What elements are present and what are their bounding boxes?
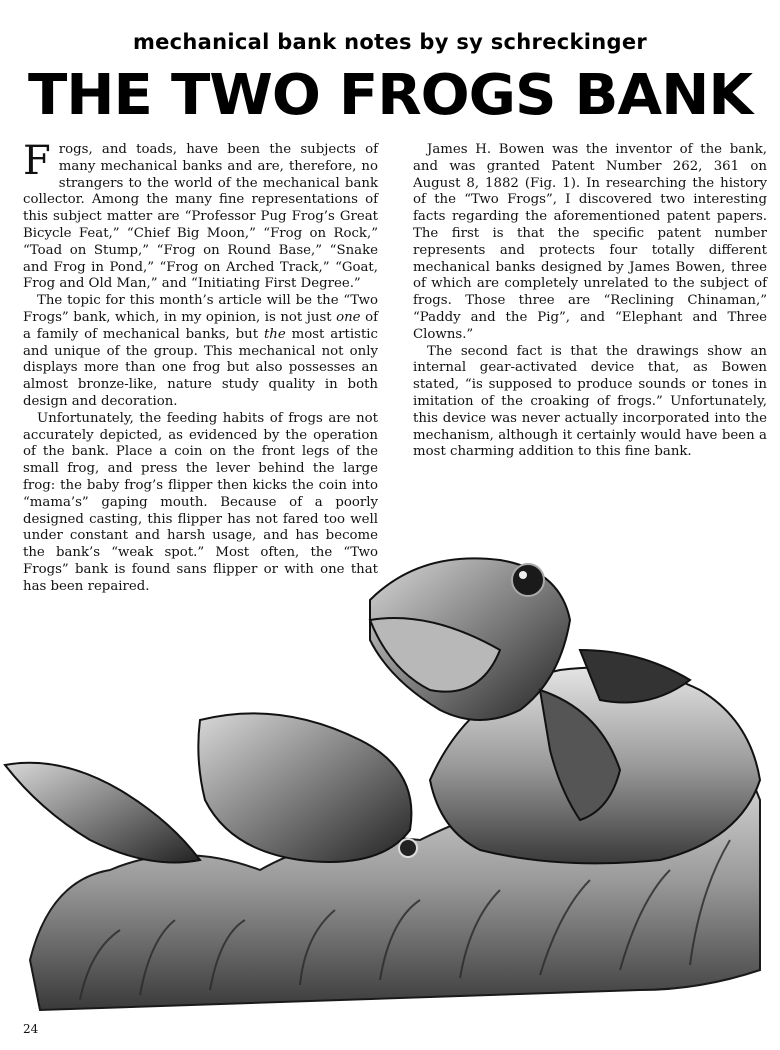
article-paragraph xyxy=(23,293,378,411)
article-left-column xyxy=(23,138,378,596)
small-frog-shape xyxy=(198,713,411,862)
section-kicker: mechanical bank notes by sy schreckinger xyxy=(132,30,648,54)
two-frogs-bank-photo xyxy=(0,540,780,1020)
article-paragraph xyxy=(23,138,378,293)
article-title: THE TWO FROGS BANK xyxy=(27,63,753,128)
leaf-shape xyxy=(5,763,200,863)
paragraph-text: rogs, and toads, have been the subjects of many mechanical banks and are, therefore, no strangers to the world of the mechanical bank collector. Among the many fine representations of this subject matter are “Professor Pug Frog’s Great Bicycle Feat,” “Chief Big Moon,” “Frog on Rock,” “Toad on Stump,” “Frog on Round Base,” “Snake and Frog in Pond,” “Frog on Arched Track,” “Goat, Frog and Old Man,” and “Initiating First Degree.” xyxy=(23,142,378,292)
article-right-column xyxy=(413,142,767,461)
page-number: 24 xyxy=(23,1022,39,1036)
emphasis-text: one xyxy=(336,309,361,325)
drop-cap: F xyxy=(23,138,51,184)
article-paragraph: James H. Bowen was the inventor of the bank, and was granted Patent Number 262, 361 on August 8, 1882 (Fig. 1). In researching the history of the “Two Frogs”, I discovered two interesting facts regarding the aforementioned patent papers. The first is that the specific patent number represents and protects four totally different mechanical banks designed by James Bowen, three of which are completely unrelated to the subject of frogs. Those three are “Reclining Chinaman,” “Paddy and the Pig”, and “Elephant and Three Clowns.” xyxy=(413,142,767,342)
article-paragraph: Unfortunately, the feeding habits of frogs are not accurately depicted, as evidenced by the operation of the bank. Place a coin on the front legs of the small frog, and press the lever behind the large frog: the baby frog’s flipper then kicks the coin into “mama’s” gaping mouth. Because of a poorly designed casting, this flipper has not fared too well under constant and harsh usage, and has become the bank’s “weak spot.” Most often, the “Two Frogs” bank is found sans flipper or with one that has been repaired. xyxy=(23,410,378,594)
large-frog-eye xyxy=(512,564,544,596)
small-frog-eye xyxy=(399,839,417,857)
paragraph-text: The topic for this month’s article will be the “Two Frogs” bank, which, in my opinion, is not just xyxy=(23,293,378,325)
paragraph-text: most artistic and unique of the group. This mechanical not only displays more than one frog but also possesses an almost bronze-like, nature study quality in both design and decoration. xyxy=(23,326,378,409)
paragraph-text: of a family of mechanical banks, but xyxy=(23,309,378,342)
emphasis-text: the xyxy=(263,326,286,342)
article-paragraph: The second fact is that the drawings show an internal gear-activated device that, as Bowen stated, “is supposed to produce sounds or tones in imitation of the croaking of frogs.” Unfortunately, this device was never actually incorporated into the mechanism, although it certainly would have been a most charming addition to this fine bank. xyxy=(413,343,767,460)
